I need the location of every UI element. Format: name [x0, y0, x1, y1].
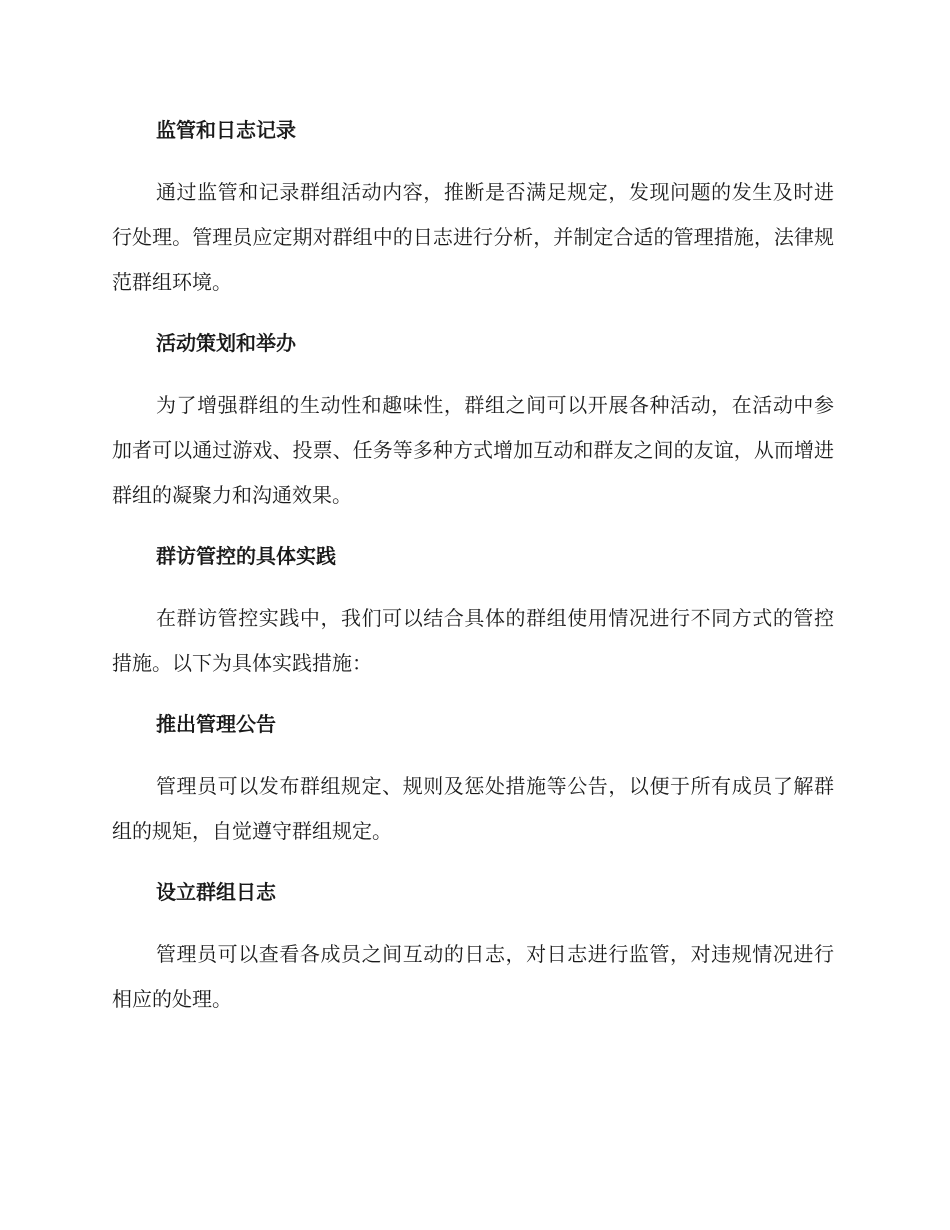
section-paragraph: 管理员可以查看各成员之间互动的日志，对日志进行监管，对违规情况进行相应的处理。 — [112, 942, 834, 1011]
section-group-access-practice — [112, 536, 834, 686]
section-heading: 推出管理公告 — [156, 712, 276, 736]
section-management-announcement — [112, 704, 834, 854]
section-heading: 活动策划和举办 — [156, 331, 296, 355]
section-group-log — [112, 872, 834, 1022]
section-monitoring-logging — [112, 110, 834, 305]
section-heading: 设立群组日志 — [156, 880, 276, 904]
document-body — [112, 110, 834, 1040]
section-paragraph: 通过监管和记录群组活动内容，推断是否满足规定，发现问题的发生及时进行处理。管理员应定期对群组中的日志进行分析，并制定合适的管理措施，法律规范群组环境。 — [112, 180, 834, 294]
section-paragraph: 在群访管控实践中，我们可以结合具体的群组使用情况进行不同方式的管控措施。以下为具体实践措施： — [112, 606, 834, 675]
section-heading: 群访管控的具体实践 — [156, 544, 336, 568]
section-activity-planning — [112, 323, 834, 518]
section-paragraph: 为了增强群组的生动性和趣味性，群组之间可以开展各种活动，在活动中参加者可以通过游戏、投票、任务等多种方式增加互动和群友之间的友谊，从而增进群组的凝聚力和沟通效果。 — [112, 393, 834, 507]
section-paragraph: 管理员可以发布群组规定、规则及惩处措施等公告，以便于所有成员了解群组的规矩，自觉遵守群组规定。 — [112, 774, 834, 843]
section-heading: 监管和日志记录 — [156, 118, 296, 142]
